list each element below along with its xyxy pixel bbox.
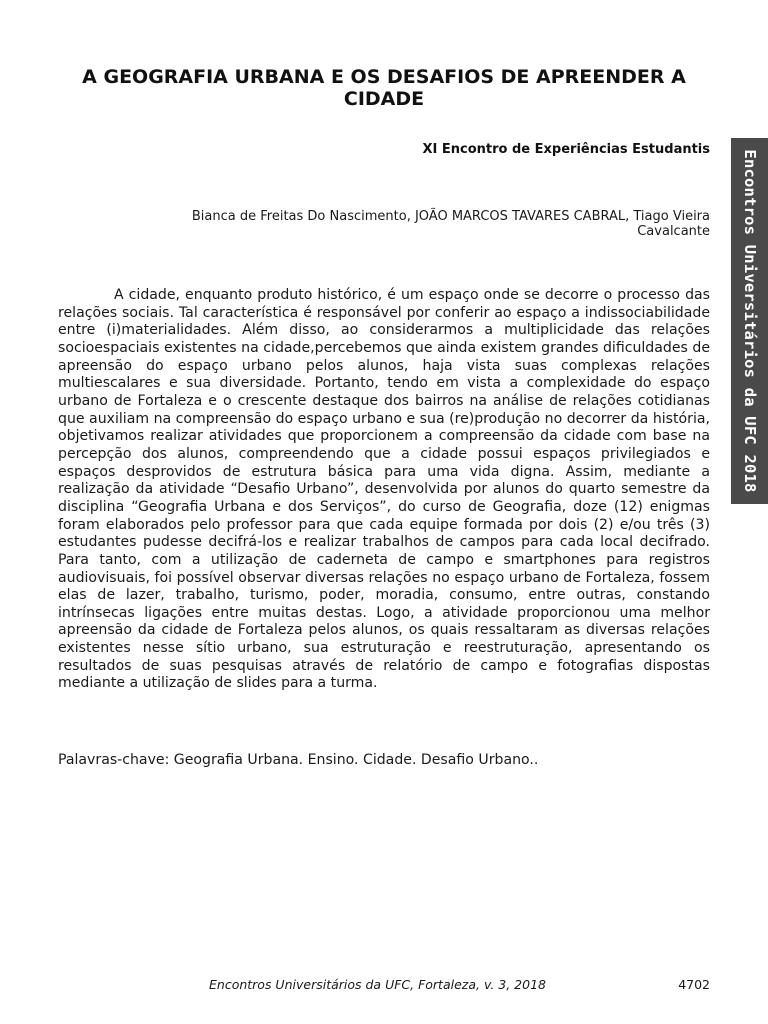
page-footer xyxy=(0,977,768,995)
document-title: A GEOGRAFIA URBANA E OS DESAFIOS DE APREENDER A CIDADE xyxy=(82,66,686,110)
event-name: XI Encontro de Experiências Estudantis xyxy=(422,142,710,157)
footer-journal-citation: Encontros Universitários da UFC, Fortaleza, v. 3, 2018 xyxy=(209,977,546,992)
footer-page-number: 4702 xyxy=(678,977,710,992)
side-tab xyxy=(731,138,768,504)
authors-line: Bianca de Freitas Do Nascimento, JOÃO MARCOS TAVARES CABRAL, Tiago Vieira Cavalcante xyxy=(191,209,710,239)
side-tab-label: Encontros Universitários da UFC 2018 xyxy=(740,149,759,493)
abstract-paragraph: A cidade, enquanto produto histórico, é um espaço onde se decorre o processo das relações sociais. Tal característica é responsável por conferir ao espaço a indissociabilidade entre (i)materialidades. Além disso, ao considerarmos a multiplicidade das relações socioespaciais existentes na cidade,percebemos que ainda existem grandes dificuldades de apreensão do espaço urbano pelos alunos, haja vista suas complexas relações multiescalares e sua diversidade. Portanto, tendo em vista a complexidade do espaço urbano de Fortaleza e o crescente destaque dos bairros na análise de relações cotidianas que auxiliam na compreensão do espaço urbano e sua (re)produção no decorrer da história, objetivamos realizar atividades que proporcionem a compreensão da cidade com base na percepção dos alunos, compreendendo que a cidade possui espaços privilegiados e espaços desprovidos de estrutura básica para uma vida digna. Assim, mediante a realização da atividade “Desafio Urbano”, desenvolvida por alunos do quarto semestre da disciplina “Geografia Urbana e dos Serviços”, do curso de Geografia, doze (12) enigmas foram elaborados pelo professor para que cada equipe formada por dois (2) e/ou três (3) estudantes pudesse decifrá-los e realizar trabalhos de campos para cada local decifrado. Para tanto, com a utilização de caderneta de campo e smartphones para registros audiovisuais, foi possível observar diversas relações no espaço urbano de Fortaleza, fossem elas de lazer, trabalho, turismo, poder, moradia, consumo, entre outras, constando intrínsecas ligações entre muitas destas. Logo, a atividade proporcionou uma melhor apreensão da cidade de Fortaleza pelos alunos, os quais ressaltaram as diversas relações existentes nesse sítio urbano, sua estruturação e reestruturação, apresentando os resultados de suas pesquisas através de relatório de campo e fotografias dispostas mediante a utilização de slides para a turma. xyxy=(58,287,710,692)
keywords-line: Palavras-chave: Geografia Urbana. Ensino. Cidade. Desafio Urbano.. xyxy=(58,752,539,768)
